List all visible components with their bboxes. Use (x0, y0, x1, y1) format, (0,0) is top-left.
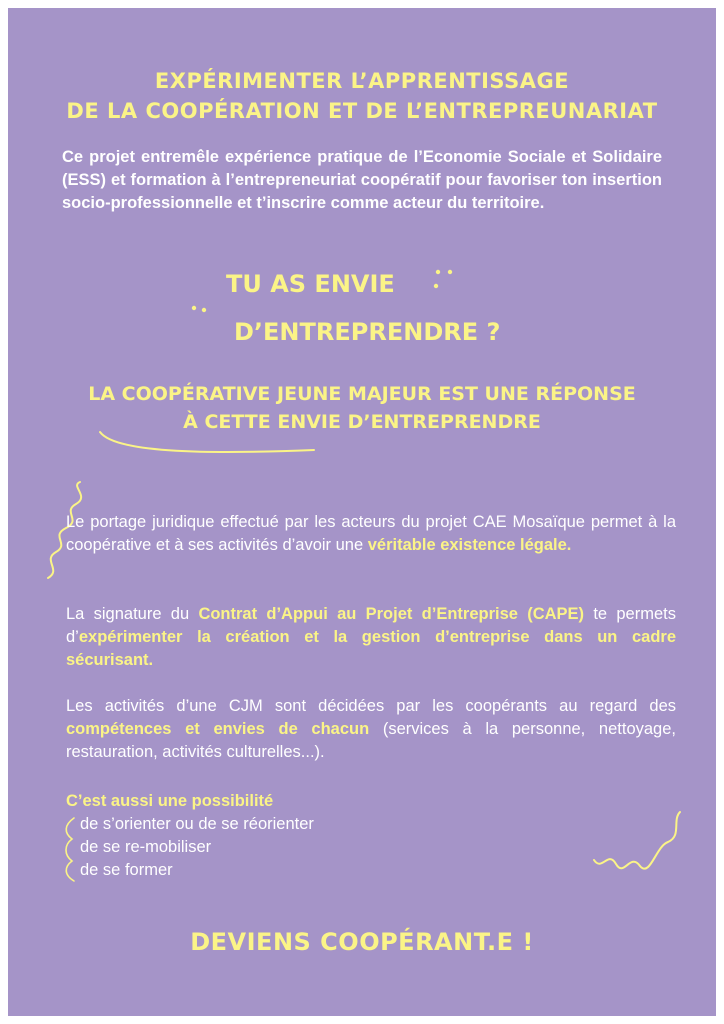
list-item: de se former (80, 861, 173, 879)
hook-line-2: D’ENTREPRENDRE ? (234, 318, 501, 346)
paragraph-cape: La signature du Contrat d’Appui au Projet d’Entreprise (CAPE) te permets d’expérimenter la création et la gestion d’entreprise dans un cadre sécurisant. (66, 605, 676, 669)
paragraph-activities: Les activités d’une CJM sont décidées par les coopérants au regard des compétences et envies de chacun (services à la personne, nettoyage, restauration, activités culturelles...). (66, 697, 676, 761)
possibilities-list (66, 790, 314, 882)
list-item: de s’orienter ou de se réorienter (80, 815, 314, 833)
underline-swoosh (96, 424, 318, 458)
answer-line-2: À CETTE ENVIE D’ENTREPRENDRE (183, 411, 541, 433)
intro-paragraph: Ce projet entremêle expérience pratique de l’Economie Sociale et Solidaire (ESS) et formation à l’entrepreneuriat coopératif pour favoriser ton insertion socio-professionnelle et t’inscrire comme acteur du territoire. (62, 148, 662, 212)
title-line-1: EXPÉRIMENTER L’APPRENTISSAGE (154, 69, 570, 93)
bracket-decoration (62, 815, 78, 885)
squiggle-decoration (590, 806, 688, 884)
dots-decoration (190, 298, 216, 314)
hook-line-1: TU AS ENVIE (226, 270, 395, 298)
dots-decoration (430, 266, 464, 294)
page-title (0, 66, 724, 126)
list-item: de se re-mobiliser (80, 838, 212, 856)
call-to-action: DEVIENS COOPÉRANT.E ! (190, 928, 534, 956)
answer-line-1: LA COOPÉRATIVE JEUNE MAJEUR EST UNE RÉPONSE (88, 383, 636, 405)
paragraph-legal: Le portage juridique effectué par les acteurs du projet CAE Mosaïque permet à la coopérative et à ses activités d’avoir une véritable existence légale. (66, 513, 676, 554)
title-line-2: DE LA COOPÉRATION ET DE L’ENTREPREUNARIAT (66, 99, 658, 123)
possibilities-lead: C’est aussi une possibilité (66, 792, 274, 810)
